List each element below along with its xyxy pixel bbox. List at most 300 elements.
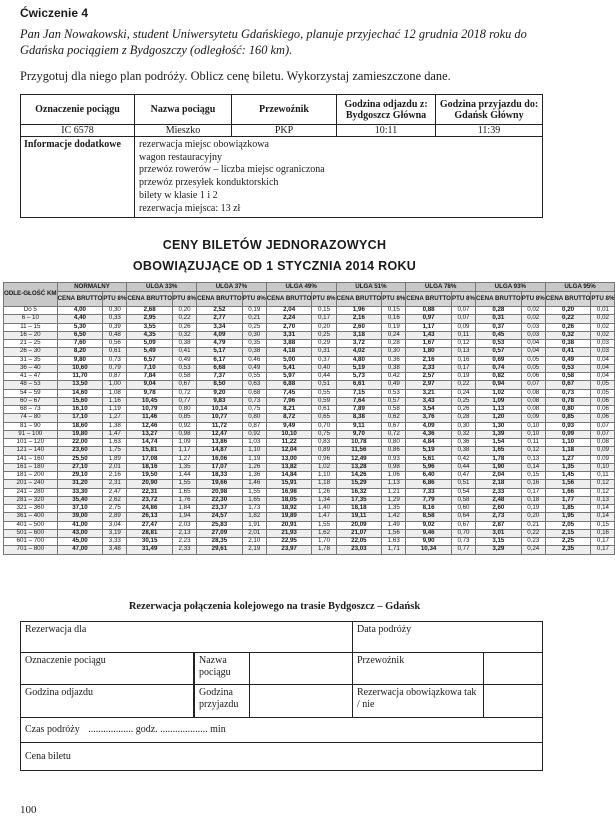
price-gross-header: CENA BRUTTO <box>197 292 243 307</box>
vat-cell: 0,02 <box>591 331 615 339</box>
vat-cell: 0,98 <box>173 430 197 438</box>
price-cell: 5,09 <box>127 340 173 348</box>
vat-cell: 0,37 <box>312 356 336 364</box>
price-cell: 25,83 <box>197 521 243 529</box>
vat-header: PTU 8% <box>103 292 127 307</box>
vat-cell: 0,03 <box>591 348 615 356</box>
group-header: ULGA 33% <box>127 283 197 292</box>
price-cell: 16,10 <box>57 406 103 414</box>
vat-cell: 0,02 <box>521 315 545 323</box>
travel-time-blanks[interactable]: .................. godz. ................... min <box>88 724 226 735</box>
vat-cell: 0,83 <box>312 439 336 447</box>
price-cell: 24,86 <box>127 505 173 513</box>
vat-cell: 1,02 <box>312 463 336 471</box>
carrier-answer[interactable] <box>484 653 543 685</box>
price-table-title: CENY BILETÓW JEDNORAZOWYCH <box>162 238 387 252</box>
vat-cell: 1,47 <box>103 430 127 438</box>
price-cell: 2,70 <box>266 323 312 331</box>
vat-cell: 0,17 <box>591 538 615 546</box>
vat-cell: 1,21 <box>382 488 406 496</box>
price-cell: 0,58 <box>545 373 591 381</box>
distance-cell: 281 – 320 <box>4 496 58 504</box>
price-cell: 2,04 <box>266 307 312 315</box>
vat-cell: 0,75 <box>242 406 266 414</box>
vat-cell: 0,04 <box>591 373 615 381</box>
vat-cell: 0,16 <box>382 315 406 323</box>
price-cell: 9,83 <box>197 397 243 405</box>
price-group-header-row <box>4 283 615 292</box>
vat-cell: 0,21 <box>521 521 545 529</box>
price-cell: 7,15 <box>336 389 382 397</box>
price-row <box>4 447 615 455</box>
price-cell: 3,88 <box>266 340 312 348</box>
price-cell: 9,49 <box>266 422 312 430</box>
price-cell: 4,09 <box>197 331 243 339</box>
price-cell: 27,09 <box>197 529 243 537</box>
price-cell: 8,20 <box>57 348 103 356</box>
train-table-values-row <box>21 125 543 137</box>
vat-cell: 0,72 <box>173 389 197 397</box>
price-row <box>4 315 615 323</box>
price-cell: 19,89 <box>266 513 312 521</box>
header-carrier: Przewoźnik <box>232 95 337 125</box>
price-cell: 3,72 <box>336 340 382 348</box>
price-cell: 10,79 <box>127 406 173 414</box>
price-cell: 22,05 <box>336 538 382 546</box>
distance-cell: 401 – 500 <box>4 521 58 529</box>
carrier-value: PKP <box>232 125 337 137</box>
vat-cell: 0,85 <box>173 414 197 422</box>
price-cell: 0,20 <box>545 307 591 315</box>
price-cell: 9,80 <box>57 356 103 364</box>
vat-cell: 0,24 <box>451 389 475 397</box>
vat-cell: 0,11 <box>591 472 615 480</box>
distance-cell: 41 – 47 <box>4 373 58 381</box>
price-cell: 2,95 <box>127 315 173 323</box>
price-cell: 0,93 <box>545 422 591 430</box>
reserved-for-field[interactable]: Rezerwacja dla <box>21 622 353 653</box>
vat-cell: 0,42 <box>382 373 406 381</box>
vat-cell: 0,04 <box>591 356 615 364</box>
vat-cell: 0,24 <box>521 546 545 554</box>
price-cell: 1,54 <box>476 439 522 447</box>
vat-cell: 0,55 <box>312 389 336 397</box>
vat-cell: 0,29 <box>312 340 336 348</box>
price-cell: 10,34 <box>406 546 452 554</box>
price-cell: 13,27 <box>127 430 173 438</box>
price-cell: 6,50 <box>57 331 103 339</box>
vat-cell: 1,13 <box>382 480 406 488</box>
train-name-field[interactable]: Nazwa pociągu <box>195 653 250 685</box>
vat-cell: 0,46 <box>242 356 266 364</box>
vat-cell: 2,75 <box>103 505 127 513</box>
price-cell: 21,93 <box>266 529 312 537</box>
vat-cell: 0,04 <box>521 348 545 356</box>
price-cell: 1,78 <box>476 455 522 463</box>
vat-cell: 3,48 <box>103 546 127 554</box>
price-row <box>4 397 615 405</box>
vat-cell: 1,71 <box>382 546 406 554</box>
distance-cell: 74 – 80 <box>4 414 58 422</box>
vat-cell: 1,35 <box>382 505 406 513</box>
price-cell: 6,57 <box>127 356 173 364</box>
price-cell: 33,30 <box>57 488 103 496</box>
vat-cell: 3,19 <box>103 529 127 537</box>
price-cell: 0,26 <box>545 323 591 331</box>
vat-cell: 0,06 <box>521 373 545 381</box>
vat-cell: 0,05 <box>521 364 545 372</box>
vat-cell: 1,00 <box>103 381 127 389</box>
price-cell: 30,15 <box>127 538 173 546</box>
vat-cell: 1,40 <box>312 505 336 513</box>
vat-cell: 0,77 <box>451 546 475 554</box>
vat-cell: 0,51 <box>451 480 475 488</box>
price-cell: 4,84 <box>406 439 452 447</box>
vat-cell: 0,10 <box>521 430 545 438</box>
vat-cell: 0,38 <box>242 348 266 356</box>
price-cell: 2,33 <box>406 364 452 372</box>
reservation-required-field[interactable]: Rezerwacja obowiązkowa tak / nie <box>353 685 484 718</box>
price-gross-header: CENA BRUTTO <box>406 292 452 307</box>
price-cell: 13,28 <box>336 463 382 471</box>
vat-cell: 0,51 <box>312 381 336 389</box>
form-row <box>21 718 543 743</box>
vat-cell: 0,25 <box>451 397 475 405</box>
carrier-field[interactable]: Przewoźnik <box>353 653 484 685</box>
price-cell: 7,10 <box>127 364 173 372</box>
vat-cell: 0,38 <box>382 364 406 372</box>
arrival-time-field[interactable]: Godzina przyjazdu <box>195 685 250 718</box>
vat-cell: 1,73 <box>242 505 266 513</box>
info-item: wagon restauracyjny <box>139 151 223 163</box>
vat-cell: 0,40 <box>312 364 336 372</box>
vat-cell: 0,12 <box>591 488 615 496</box>
travel-time-field[interactable] <box>21 718 543 743</box>
vat-cell: 0,72 <box>382 430 406 438</box>
price-cell: 5,41 <box>266 364 312 372</box>
vat-cell: 0,12 <box>451 340 475 348</box>
price-cell: 15,29 <box>336 480 382 488</box>
vat-header: PTU 8% <box>242 292 266 307</box>
vat-cell: 0,24 <box>382 331 406 339</box>
price-cell: 2,05 <box>545 521 591 529</box>
price-subheader-row <box>4 292 615 307</box>
arrival-time-answer[interactable] <box>250 685 353 718</box>
vat-cell: 0,49 <box>173 356 197 364</box>
price-cell: 17,35 <box>336 496 382 504</box>
page-number: 100 <box>20 804 37 816</box>
price-cell: 7,79 <box>406 496 452 504</box>
vat-cell: 0,16 <box>451 356 475 364</box>
price-cell: 18,05 <box>266 496 312 504</box>
vat-cell: 0,61 <box>312 406 336 414</box>
vat-cell: 1,10 <box>242 447 266 455</box>
price-cell: 9,90 <box>406 538 452 546</box>
group-header: ULGA 49% <box>266 283 336 292</box>
vat-cell: 2,62 <box>103 496 127 504</box>
price-cell: 41,00 <box>57 521 103 529</box>
price-cell: 5,61 <box>406 455 452 463</box>
price-cell: 0,57 <box>476 348 522 356</box>
price-cell: 5,19 <box>336 364 382 372</box>
price-cell: 14,84 <box>266 472 312 480</box>
header-arrival-time: Godzina przyjazdu do: Gdańsk Główny <box>436 95 543 125</box>
info-item: rezerwacja miejsca: 13 zł <box>139 202 241 214</box>
vat-cell: 0,03 <box>591 340 615 348</box>
price-cell: 20,98 <box>197 488 243 496</box>
price-cell: 0,97 <box>406 315 452 323</box>
vat-cell: 0,86 <box>382 447 406 455</box>
vat-cell: 2,31 <box>103 480 127 488</box>
vat-cell: 0,42 <box>451 455 475 463</box>
vat-cell: 0,22 <box>451 381 475 389</box>
price-cell: 12,46 <box>127 422 173 430</box>
price-cell: 1,43 <box>406 331 452 339</box>
distance-cell: 361 – 400 <box>4 513 58 521</box>
train-number-value: IC 6578 <box>21 125 135 137</box>
vat-cell: 0,58 <box>382 406 406 414</box>
price-cell: 4,36 <box>406 430 452 438</box>
vat-cell: 0,62 <box>382 414 406 422</box>
vat-cell: 0,06 <box>591 414 615 422</box>
price-cell: 31,49 <box>127 546 173 554</box>
price-cell: 7,33 <box>406 488 452 496</box>
price-cell: 3,54 <box>406 406 452 414</box>
price-cell: 1,67 <box>406 340 452 348</box>
price-cell: 3,18 <box>336 331 382 339</box>
price-row <box>4 307 615 315</box>
vat-cell: 0,13 <box>451 348 475 356</box>
vat-cell: 1,36 <box>242 472 266 480</box>
price-cell: 2,35 <box>545 546 591 554</box>
vat-cell: 0,32 <box>451 430 475 438</box>
price-cell: 20,90 <box>127 480 173 488</box>
price-cell: 14,26 <box>336 472 382 480</box>
vat-cell: 0,19 <box>242 307 266 315</box>
vat-cell: 0,02 <box>521 307 545 315</box>
vat-cell: 0,03 <box>521 323 545 331</box>
distance-cell: 68 – 73 <box>4 406 58 414</box>
price-gross-header: CENA BRUTTO <box>266 292 312 307</box>
vat-cell: 0,19 <box>521 505 545 513</box>
price-cell: 2,16 <box>406 356 452 364</box>
price-row <box>4 529 615 537</box>
price-cell: 7,60 <box>57 340 103 348</box>
train-name-value: Mieszko <box>135 125 232 137</box>
vat-cell: 0,57 <box>382 397 406 405</box>
price-row <box>4 389 615 397</box>
price-cell: 13,82 <box>266 463 312 471</box>
price-row <box>4 331 615 339</box>
form-row <box>21 653 543 685</box>
form-row <box>21 685 543 718</box>
price-cell: 2,60 <box>476 505 522 513</box>
price-cell: 17,10 <box>57 414 103 422</box>
price-cell: 5,96 <box>406 463 452 471</box>
vat-cell: 0,77 <box>173 397 197 405</box>
price-cell: 22,95 <box>266 538 312 546</box>
price-cell: 6,17 <box>197 356 243 364</box>
vat-cell: 0,92 <box>173 422 197 430</box>
vat-cell: 0,14 <box>521 463 545 471</box>
price-cell: 12,47 <box>197 430 243 438</box>
price-cell: 9,20 <box>197 389 243 397</box>
distance-cell: 701 – 800 <box>4 546 58 554</box>
reservation-form <box>20 621 543 771</box>
vat-cell: 0,61 <box>103 348 127 356</box>
vat-cell: 1,27 <box>103 414 127 422</box>
price-row <box>4 414 615 422</box>
group-header: ULGA 51% <box>336 283 406 292</box>
vat-cell: 0,26 <box>451 406 475 414</box>
price-cell: 13,50 <box>57 381 103 389</box>
price-cell: 1,95 <box>545 513 591 521</box>
price-cell: 3,29 <box>476 546 522 554</box>
price-cell: 1,77 <box>545 496 591 504</box>
vat-cell: 1,10 <box>312 472 336 480</box>
vat-cell: 0,14 <box>591 505 615 513</box>
header-train-number: Oznaczenie pociągu <box>21 95 135 125</box>
vat-cell: 0,49 <box>242 364 266 372</box>
vat-cell: 0,10 <box>521 422 545 430</box>
price-cell: 15,91 <box>266 480 312 488</box>
price-cell: 2,68 <box>127 307 173 315</box>
price-cell: 27,47 <box>127 521 173 529</box>
vat-cell: 1,27 <box>173 455 197 463</box>
header-train-name: Nazwa pociągu <box>135 95 232 125</box>
vat-cell: 0,08 <box>521 389 545 397</box>
price-cell: 17,08 <box>127 455 173 463</box>
price-cell: 18,92 <box>266 505 312 513</box>
vat-cell: 0,02 <box>591 315 615 323</box>
price-cell: 4,02 <box>336 348 382 356</box>
vat-cell: 0,07 <box>521 381 545 389</box>
price-row <box>4 488 615 496</box>
price-cell: 7,45 <box>266 389 312 397</box>
vat-cell: 0,07 <box>451 315 475 323</box>
price-cell: 0,49 <box>545 356 591 364</box>
travel-date-field[interactable]: Data podróży <box>353 622 543 653</box>
price-cell: 8,58 <box>406 513 452 521</box>
vat-cell: 0,49 <box>382 381 406 389</box>
vat-cell: 0,20 <box>312 323 336 331</box>
price-cell: 4,40 <box>57 315 103 323</box>
price-cell: 2,25 <box>545 538 591 546</box>
ticket-price-field[interactable]: Cena biletu <box>21 743 543 771</box>
vat-cell: 0,05 <box>521 356 545 364</box>
distance-cell: 101 – 120 <box>4 439 58 447</box>
travel-time-label: Czas podróży <box>25 724 80 735</box>
train-info-table <box>20 94 543 218</box>
vat-header: PTU 8% <box>521 292 545 307</box>
price-row <box>4 521 615 529</box>
price-cell: 10,60 <box>57 364 103 372</box>
distance-cell: 241 – 280 <box>4 488 58 496</box>
vat-cell: 0,08 <box>521 397 545 405</box>
price-cell: 1,02 <box>476 389 522 397</box>
price-cell: 12,49 <box>336 455 382 463</box>
group-header: ULGA 93% <box>476 283 546 292</box>
distance-cell: 16 – 20 <box>4 331 58 339</box>
price-row <box>4 513 615 521</box>
price-row <box>4 505 615 513</box>
vat-cell: 0,09 <box>451 323 475 331</box>
price-cell: 11,72 <box>197 422 243 430</box>
price-row <box>4 439 615 447</box>
vat-cell: 0,79 <box>103 364 127 372</box>
price-cell: 21,07 <box>336 529 382 537</box>
vat-cell: 0,13 <box>591 496 615 504</box>
distance-cell: 54 – 59 <box>4 389 58 397</box>
vat-cell: 0,11 <box>521 439 545 447</box>
train-name-answer[interactable] <box>250 653 353 685</box>
train-number-field[interactable]: Oznaczenie pociągu <box>21 653 194 685</box>
vat-cell: 1,34 <box>312 496 336 504</box>
vat-cell: 2,19 <box>242 546 266 554</box>
vat-cell: 1,26 <box>242 463 266 471</box>
departure-time-field[interactable]: Godzina odjazdu <box>21 685 194 718</box>
price-cell: 1,17 <box>406 323 452 331</box>
vat-cell: 0,80 <box>382 439 406 447</box>
arrival-time-value: 11:39 <box>436 125 543 137</box>
vat-cell: 0,10 <box>591 463 615 471</box>
price-cell: 2,97 <box>406 381 452 389</box>
vat-cell: 0,03 <box>521 331 545 339</box>
price-cell: 8,72 <box>266 414 312 422</box>
price-cell: 2,24 <box>266 315 312 323</box>
group-header: NORMALNY <box>57 283 127 292</box>
price-cell: 2,60 <box>336 323 382 331</box>
form-row <box>21 743 543 771</box>
vat-cell: 0,17 <box>451 364 475 372</box>
vat-cell: 0,15 <box>591 521 615 529</box>
vat-cell: 0,07 <box>451 307 475 315</box>
vat-cell: 0,35 <box>242 340 266 348</box>
price-cell: 1,35 <box>545 463 591 471</box>
vat-cell: 0,73 <box>242 397 266 405</box>
price-cell: 0,41 <box>545 348 591 356</box>
price-cell: 11,56 <box>336 447 382 455</box>
distance-cell: 11 – 15 <box>4 323 58 331</box>
vat-cell: 1,65 <box>242 496 266 504</box>
price-cell: 0,69 <box>476 356 522 364</box>
price-cell: 8,38 <box>336 414 382 422</box>
price-row <box>4 472 615 480</box>
vat-cell: 0,06 <box>591 406 615 414</box>
reservation-required-answer[interactable] <box>484 685 543 718</box>
vat-cell: 0,65 <box>312 414 336 422</box>
price-cell: 29,61 <box>197 546 243 554</box>
vat-cell: 1,91 <box>242 521 266 529</box>
vat-cell: 0,30 <box>103 307 127 315</box>
price-row <box>4 373 615 381</box>
price-cell: 0,53 <box>476 340 522 348</box>
vat-cell: 1,03 <box>242 439 266 447</box>
price-cell: 19,11 <box>336 513 382 521</box>
reservation-title: Rezerwacja połączenia kolejowego na trasie Bydgoszcz – Gdańsk <box>128 601 421 612</box>
price-cell: 0,78 <box>545 397 591 405</box>
price-cell: 4,00 <box>57 307 103 315</box>
price-row <box>4 430 615 438</box>
distance-cell: 121 – 140 <box>4 447 58 455</box>
vat-cell: 0,36 <box>382 356 406 364</box>
vat-cell: 2,16 <box>103 472 127 480</box>
price-cell: 5,19 <box>406 447 452 455</box>
price-cell: 26,13 <box>127 513 173 521</box>
vat-cell: 1,19 <box>103 406 127 414</box>
vat-cell: 1,08 <box>103 389 127 397</box>
vat-cell: 0,39 <box>103 323 127 331</box>
